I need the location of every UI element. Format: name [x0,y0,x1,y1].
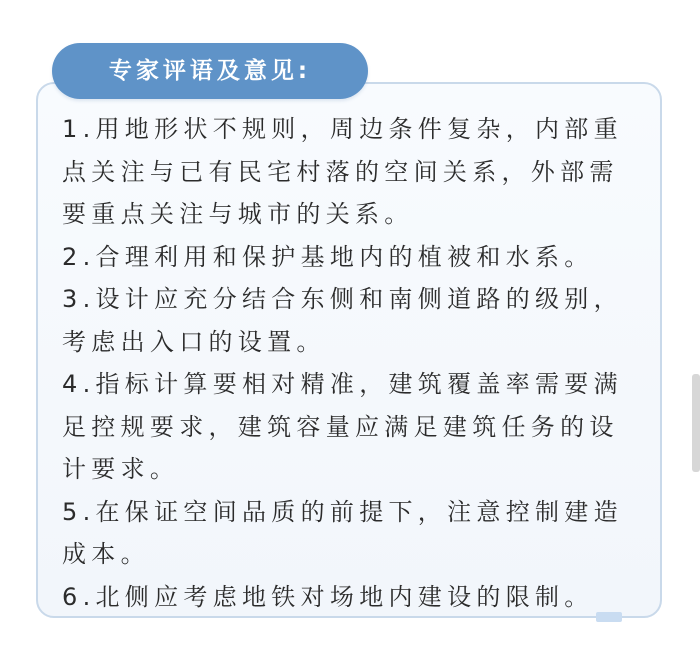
comment-item-6: 6.北侧应考虑地铁对场地内建设的限制。 [62,582,594,611]
comment-item-5: 5.在保证空间品质的前提下，注意控制建造成本。 [62,497,623,568]
comment-item-3: 3.设计应充分结合东侧和南侧道路的级别，考虑出入口的设置。 [62,285,623,356]
section-title: 专家评语及意见: [52,43,368,99]
comment-item-1: 1.用地形状不规则，周边条件复杂，内部重点关注与已有民宅村落的空间关系，外部需要重点关注与城市的关系。 [62,115,623,228]
scrollbar-thumb[interactable] [692,374,700,472]
comment-item-4: 4.指标计算要相对精准，建筑覆盖率需要满足控规要求，建筑容量应满足建筑任务的设计要求。 [62,370,623,483]
comment-item-2: 2.合理利用和保护基地内的植被和水系。 [62,242,594,271]
comments-list [62,108,642,618]
card-bottom-tab [596,612,622,622]
